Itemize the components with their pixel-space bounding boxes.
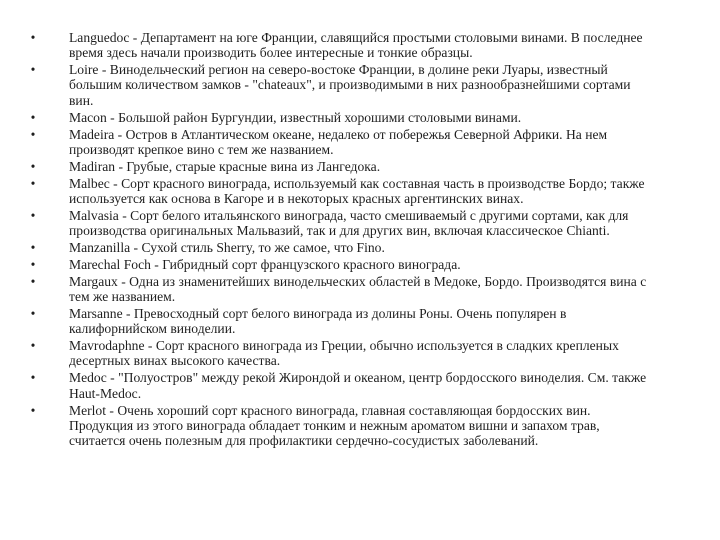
list-item <box>0 240 720 255</box>
bullet-icon: • <box>30 305 36 321</box>
list-item <box>0 306 720 337</box>
bullet-icon: • <box>30 126 36 142</box>
bullet-icon: • <box>30 402 36 418</box>
list-item <box>0 62 720 108</box>
list-item <box>0 403 720 449</box>
list-item <box>0 370 720 401</box>
bullet-icon: • <box>30 62 36 78</box>
list-item-text: Malbec - Сорт красного винограда, используемый как составная часть в производстве Бордо; также используется как основа в Кагоре и в некоторых красных аргентинских винах. <box>69 175 645 206</box>
list-item <box>0 110 720 125</box>
bullet-icon: • <box>30 207 36 223</box>
list-item-text: Marsanne - Превосходный сорт белого винограда из долины Роны. Очень популярен в калифорнийском виноделии. <box>69 305 567 337</box>
list-item-text: Macon - Большой район Бургундии, известный хорошими столовыми винами. <box>69 109 522 125</box>
list-item-text: Medoc - "Полуостров" между рекой Жирондой и океаном, центр бордосского виноделия. См. также Haut-Medoc. <box>69 370 647 401</box>
list-item <box>0 30 720 61</box>
bullet-icon: • <box>30 158 36 174</box>
list-item-text: Margaux - Одна из знаменитейших винодельческих областей в Медоке, Бордо. Производятся вина с тем же названием. <box>69 273 647 305</box>
bullet-icon: • <box>30 273 36 289</box>
list-item <box>0 176 720 207</box>
list-item-text: Mavrodaphne - Сорт красного винограда из Греции, обычно используется в сладких крепленых десертных винах высокого качества. <box>69 338 619 369</box>
list-item-text: Manzanilla - Сухой стиль Sherry, то же самое, что Fino. <box>69 240 385 256</box>
list-item-text: Languedoc - Департамент на юге Франции, славящийся простыми столовыми винами. В последнее время здесь начали производить более интересные и тонкие образцы. <box>69 30 643 61</box>
list-item <box>0 208 720 239</box>
bullet-icon: • <box>30 256 36 272</box>
list-item <box>0 159 720 174</box>
list-item-text: Madeira - Остров в Атлантическом океане, недалеко от побережья Северной Африки. На нем производят крепкое вино с тем же названием. <box>69 126 608 157</box>
bullet-icon: • <box>30 109 36 125</box>
list-item <box>0 338 720 369</box>
list-item-text: Malvasia - Сорт белого итальянского винограда, часто смешиваемый с другими сортами, как для производства оригинальных Мальвазий, так и для других вин, включая классическое Chianti. <box>69 207 629 239</box>
list-item-text: Loire - Винодельческий регион на северо-востоке Франции, в долине реки Луары, известный большим количеством замков - "chateaux", и производимыми в них разнообразнейшими сортами вин. <box>69 62 631 108</box>
bullet-icon: • <box>30 240 36 256</box>
bullet-icon: • <box>30 175 36 191</box>
list-item <box>0 274 720 305</box>
bullet-icon: • <box>30 338 36 354</box>
list-item <box>0 127 720 158</box>
list-item-text: Madiran - Грубые, старые красные вина из Лангедока. <box>69 158 381 174</box>
wine-glossary-list <box>0 30 720 450</box>
list-item <box>0 257 720 272</box>
bullet-icon: • <box>30 30 36 45</box>
bullet-icon: • <box>30 370 36 386</box>
list-item-text: Marechal Foch - Гибридный сорт французского красного винограда. <box>69 256 461 272</box>
list-item-text: Merlot - Очень хороший сорт красного винограда, главная составляющая бордосских вин. Продукция из этого винограда обладает тонким и нежным ароматом вишни и запахом трав, считается очень полезным для профилактики сердечно-сосудистых заболеваний. <box>69 402 600 449</box>
